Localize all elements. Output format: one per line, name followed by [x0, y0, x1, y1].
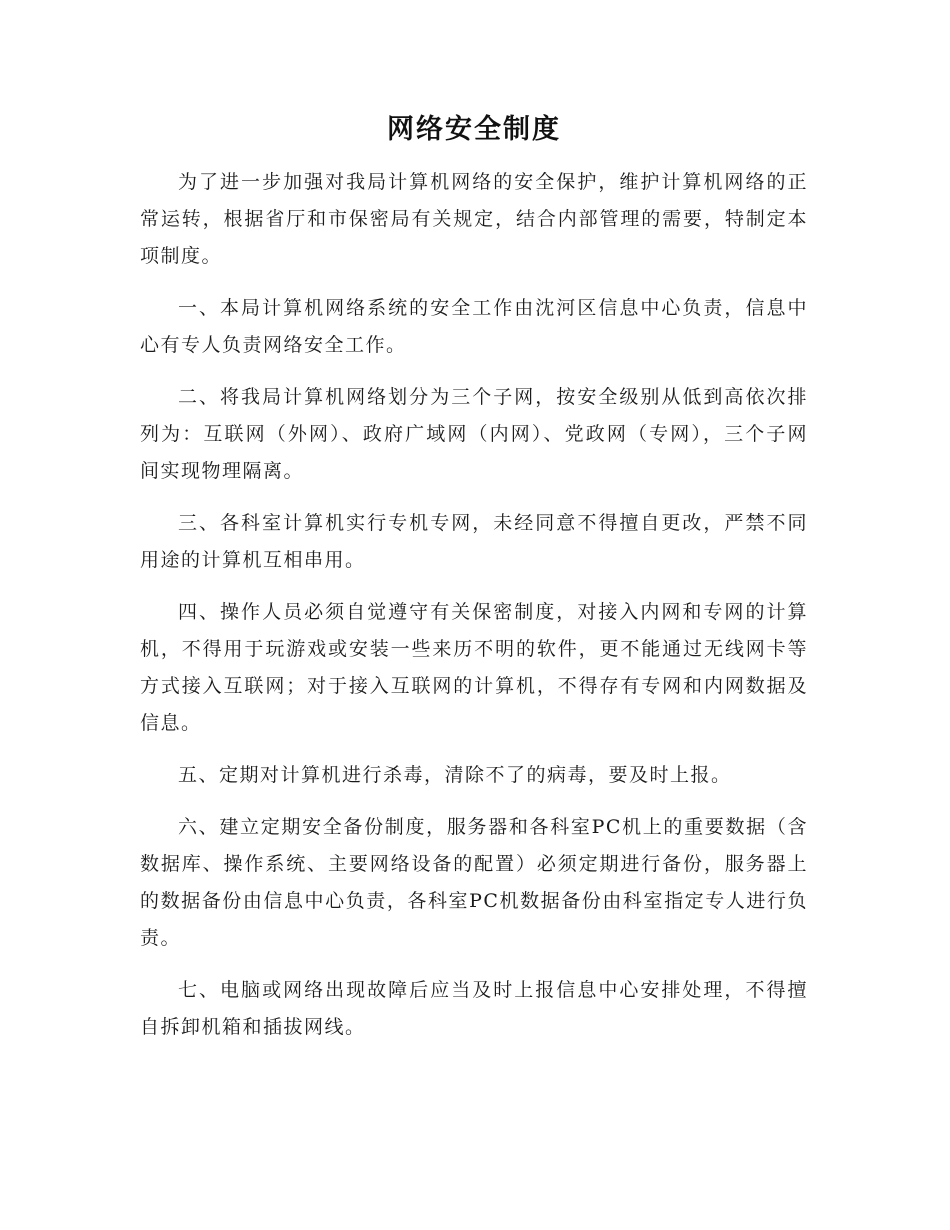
- clause-1: 一、本局计算机网络系统的安全工作由沈河区信息中心负责，信息中心有专人负责网络安全工作。: [140, 297, 808, 356]
- clause-3: 三、各科室计算机实行专机专网，未经同意不得擅自更改，严禁不同用途的计算机互相串用。: [140, 512, 808, 571]
- intro-paragraph: 为了进一步加强对我局计算机网络的安全保护，维护计算机网络的正常运转，根据省厅和市保密局有关规定，结合内部管理的需要，特制定本项制度。: [140, 171, 808, 267]
- document-body: [140, 110, 808, 1046]
- document-title: 网络安全制度: [387, 114, 561, 145]
- clause-5: 五、定期对计算机进行杀毒，清除不了的病毒，要及时上报。: [178, 764, 732, 786]
- clause-4: 四、操作人员必须自觉遵守有关保密制度，对接入内网和专网的计算机，不得用于玩游戏或安装一些来历不明的软件，更不能通过无线网卡等方式接入互联网；对于接入互联网的计算机，不得存有专网和内网数据及信息。: [140, 601, 808, 734]
- clause-2: 二、将我局计算机网络划分为三个子网，按安全级别从低到高依次排列为：互联网（外网）、政府广域网（内网）、党政网（专网），三个子网间实现物理隔离。: [140, 386, 808, 482]
- clause-6: 六、建立定期安全备份制度，服务器和各科室PC机上的重要数据（含数据库、操作系统、主要网络设备的配置）必须定期进行备份，服务器上的数据备份由信息中心负责，各科室PC机数据备份由科室指定专人进行负责。: [140, 816, 808, 949]
- clause-7: 七、电脑或网络出现故障后应当及时上报信息中心安排处理，不得擅自拆卸机箱和插拔网线。: [140, 979, 808, 1038]
